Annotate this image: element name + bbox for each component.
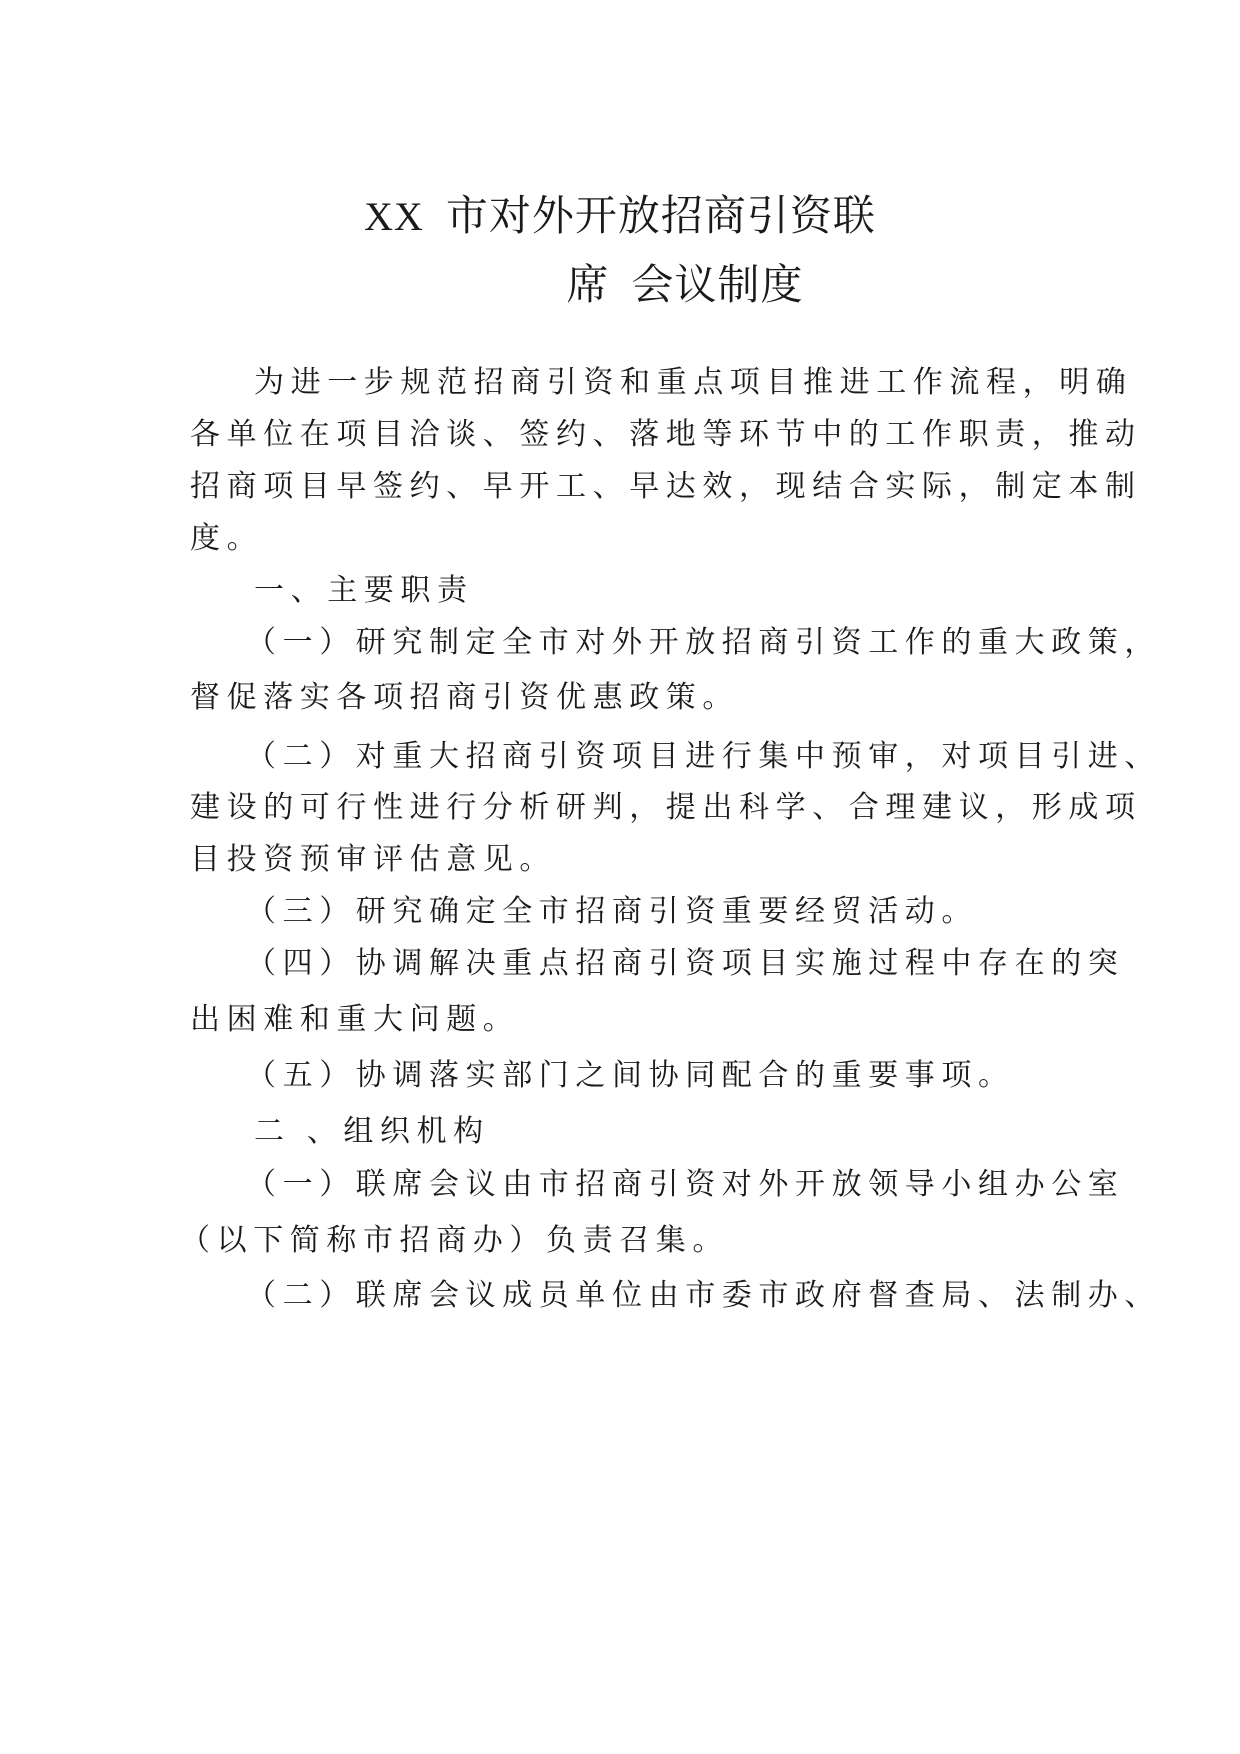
body-line: 为进一步规范招商引资和重点项目推进工作流程，明确 — [254, 365, 1133, 400]
body-line: （以下简称市招商办）负责召集。 — [180, 1223, 729, 1258]
body-line: 各单位在项目洽谈、签约、落地等环节中的工作职责，推动 — [190, 417, 1142, 452]
body-line: （四）协调解决重点招商引资项目实施过程中存在的突 — [246, 946, 1125, 981]
document-title-line-2 — [0, 252, 1240, 312]
title-text-2a: 席 — [566, 260, 610, 309]
body-line: 督促落实各项招商引资优惠政策。 — [190, 680, 739, 715]
body-line: （一）联席会议由市招商引资对外开放领导小组办公室 — [246, 1167, 1125, 1202]
body-line: 招商项目早签约、早开工、早达效，现结合实际，制定本制 — [190, 469, 1142, 504]
section-heading: 一、主要职责 — [254, 573, 474, 608]
title-text-2b: 会议制度 — [631, 260, 804, 309]
body-line: 建设的可行性进行分析研判，提出科学、合理建议，形成项 — [190, 790, 1142, 825]
body-line: （五）协调落实部门之间协同配合的重要事项。 — [246, 1058, 1015, 1093]
body-line: （二）联席会议成员单位由市委市政府督查局、法制办、 — [246, 1278, 1161, 1313]
title-text-1: 市对外开放招商引资联 — [445, 191, 876, 240]
title-prefix: XX — [364, 194, 424, 239]
body-line: 出困难和重大问题。 — [190, 1002, 520, 1037]
body-line: 目投资预审评估意见。 — [190, 842, 556, 877]
section-heading: 二 、组织机构 — [254, 1114, 490, 1149]
body-line: （一）研究制定全市对外开放招商引资工作的重大政策， — [246, 625, 1161, 660]
body-line: 度。 — [190, 521, 264, 556]
document-title-line-1 — [0, 183, 1240, 243]
body-line: （二）对重大招商引资项目进行集中预审，对项目引进、 — [246, 739, 1161, 774]
body-line: （三）研究确定全市招商引资重要经贸活动。 — [246, 894, 978, 929]
